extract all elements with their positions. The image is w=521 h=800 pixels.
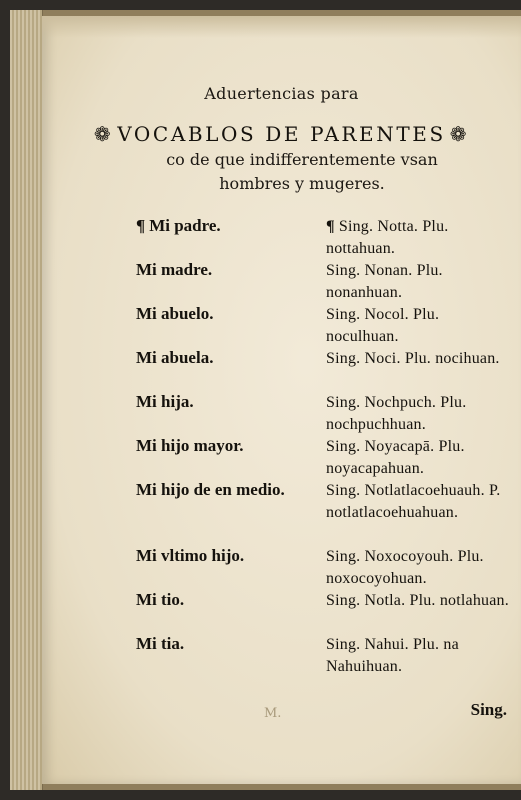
title-text: VOCABLOS DE PARENTES: [117, 122, 446, 146]
footer-mark: M.: [264, 706, 282, 721]
subtitle: co de que indifferentemente vsan hombres y mugeres.: [166, 150, 438, 193]
entry-definition: Sing. Noci. Plu. nocihuan.: [326, 350, 500, 367]
entry-term: Mi abuela.: [136, 348, 214, 367]
entry-definition: Sing. Noxocoyouh. Plu. noxocoyohuan.: [326, 548, 484, 587]
entry-definition: Sing. Nonan. Plu. nonanhuan.: [326, 262, 443, 301]
entry-term: Mi madre.: [136, 260, 213, 279]
section-title: [42, 122, 521, 146]
page-top-shadow: [42, 16, 521, 38]
entry-term: Mi hijo mayor.: [136, 436, 244, 455]
entry-definition: Sing. Notlatlacoehuauh. P. notlatlacoehuahuan.: [326, 482, 501, 521]
entry-definition: Sing. Noyacapā. Plu. noyacapahuan.: [326, 438, 465, 477]
entry-definition: Sing. Nochpuch. Plu. nochpuchhuan.: [326, 394, 467, 433]
running-head: Aduertencias para: [204, 84, 359, 103]
catchword: Sing.: [470, 700, 507, 719]
fleuron-left-icon: ❁: [93, 122, 114, 146]
entry-term: ¶ Mi padre.: [136, 216, 221, 235]
entry-term: Mi abuelo.: [136, 304, 214, 323]
entry-definition: ¶ Sing. Notta. Plu. nottahuan.: [326, 218, 449, 257]
pilcrow-icon: ¶: [326, 218, 335, 235]
entry-term: Mi vltimo hijo.: [136, 546, 245, 565]
entry-term: Mi hija.: [136, 392, 194, 411]
fleuron-right-icon: ❁: [449, 122, 470, 146]
page: [42, 16, 521, 784]
entry-term: Mi tio.: [136, 590, 185, 609]
page-edges: [10, 10, 43, 790]
entry-definition: Sing. Notla. Plu. notlahuan.: [326, 592, 509, 609]
pilcrow-icon: ¶: [136, 216, 146, 235]
book: [10, 10, 521, 790]
entry-term: Mi hijo de en medio.: [136, 480, 285, 499]
entry-definition: Sing. Nahui. Plu. na Nahuihuan.: [326, 636, 459, 675]
entry-term: Mi tia.: [136, 634, 185, 653]
entry-definition: Sing. Nocol. Plu. noculhuan.: [326, 306, 440, 345]
